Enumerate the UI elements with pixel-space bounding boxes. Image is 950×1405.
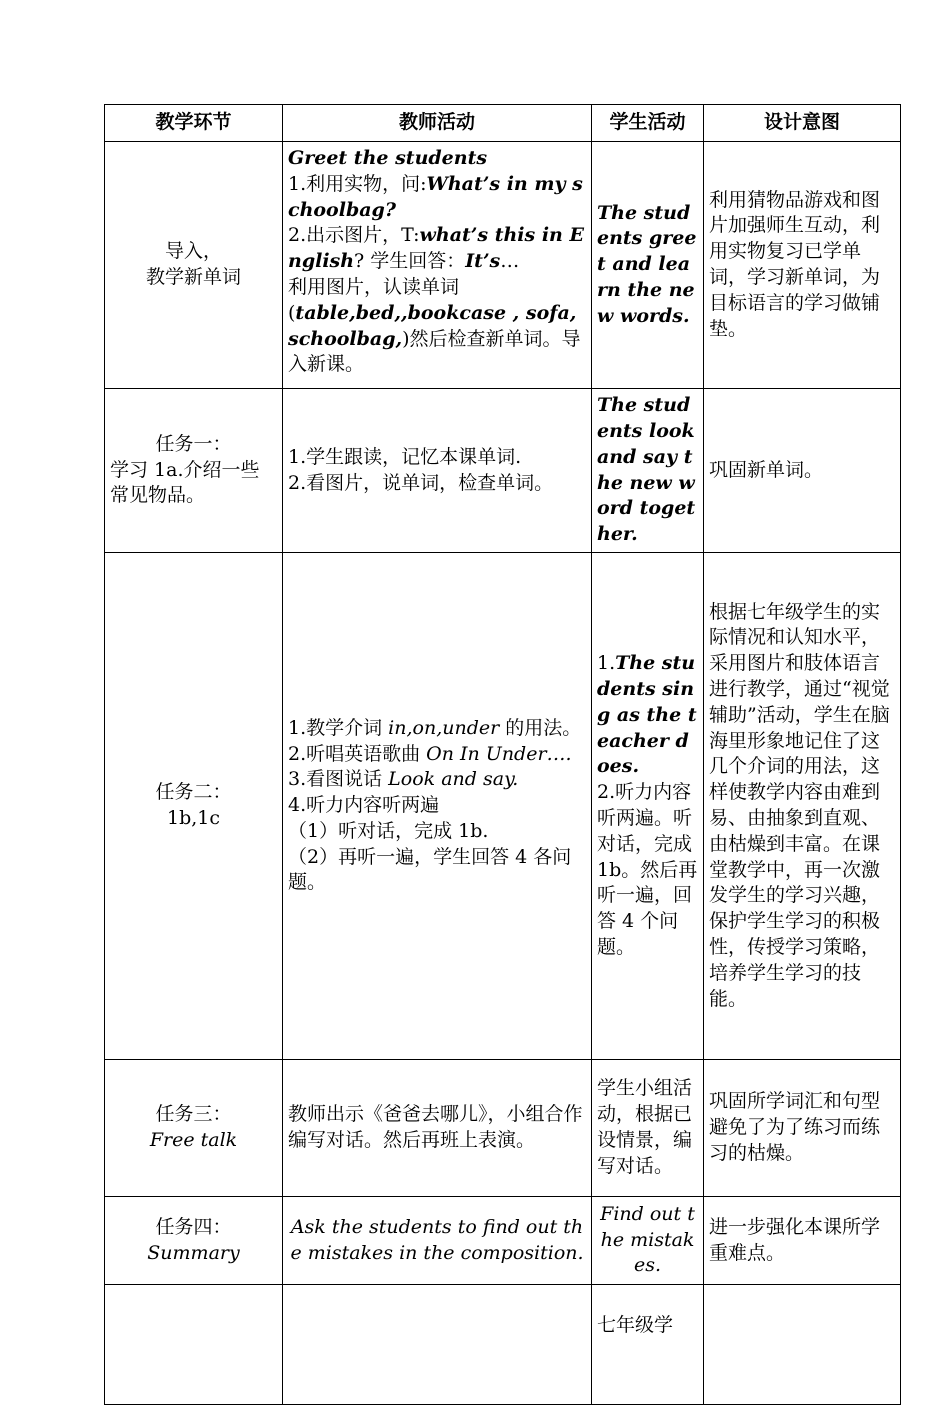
text: 1. [597, 652, 616, 675]
stage-label: 任务二： [155, 781, 232, 804]
text: 1.教学介词 [288, 716, 389, 739]
teacher-activity-line [288, 223, 586, 275]
stage-cell [105, 389, 283, 553]
text: 2.出示图片，T: [288, 224, 420, 247]
text: ( [288, 301, 296, 324]
stage-sublabel: 学习 1a.介绍一些常见物品。 [110, 458, 260, 507]
text-en: It’s [465, 250, 501, 273]
student-activity-line [597, 651, 698, 780]
stage-cell [105, 1060, 283, 1197]
teacher-activity-cell [283, 389, 592, 553]
teacher-activity-line: （1）听对话，完成 1b. [288, 819, 489, 842]
text-en: On In Under…. [426, 742, 572, 765]
stage-sublabel: 教学新单词 [145, 266, 241, 288]
lesson-plan-table [104, 104, 901, 1405]
text-en: in,on,under [388, 716, 500, 739]
teacher-activity-line: 2.看图片，说单词，检查单词。 [288, 471, 554, 494]
text: … [500, 250, 520, 273]
design-intent-cell [704, 1285, 901, 1405]
design-intent-cell: 巩固新单词。 [704, 389, 901, 553]
table-row [105, 1285, 901, 1405]
text: 2.听唱英语歌曲 [288, 742, 427, 765]
student-activity-cell: 学生小组活动，根据已设情景，编写对话。 [592, 1060, 704, 1197]
design-intent-cell: 进一步强化本课所学重难点。 [704, 1197, 901, 1285]
teacher-activity-title: Greet the students [288, 147, 488, 169]
teacher-activity-line [288, 767, 586, 793]
text: ? 学生回答： [354, 250, 466, 273]
header-stage: 教学环节 [105, 105, 283, 142]
header-student-activity: 学生活动 [592, 105, 704, 142]
design-intent-cell: 根据七年级学生的实际情况和认知水平，采用图片和肢体语言进行教学，通过“视觉辅助”活动，学生在脑海里形象地记住了这几个介词的用法，这样使教学内容由难到易、由抽象到直观、由枯燥到丰富。在课堂教学中，再一次激发学生的学习兴趣，保护学生学习的积极性，传授学习策略，培养学生学习的技能。 [704, 553, 901, 1060]
table-row [105, 1060, 901, 1197]
stage-cell [105, 142, 283, 389]
stage-label: 导入， [164, 240, 222, 263]
student-activity-cell: The students look and say the new word together. [592, 389, 704, 553]
teacher-activity-line [288, 742, 586, 768]
stage-label: 任务三： [155, 1103, 232, 1126]
word-list: table,bed,,bookcase , sofa, schoolbag, [288, 301, 577, 350]
student-activity-line: 2.听力内容听两遍。听对话，完成 1b。然后再听一遍，回答 4 个问题。 [597, 781, 698, 958]
teacher-activity-line: 利用图片，认读单词 [288, 275, 460, 298]
text: 1.利用实物，问: [288, 172, 427, 195]
header-teacher-activity: 教师活动 [283, 105, 592, 142]
table-row [105, 389, 901, 553]
teacher-activity-line: 1.学生跟读，记忆本课单词. [288, 445, 522, 468]
table-row [105, 142, 901, 389]
student-activity-cell: The students greet and learn the new words. [592, 142, 704, 389]
text-en: what’s this in English [288, 224, 584, 273]
teacher-activity-line [288, 172, 586, 224]
stage-cell [105, 553, 283, 1060]
text-en: What’s in my schoolbag? [288, 172, 583, 221]
teacher-activity-line: （2）再听一遍，学生回答 4 各问题。 [288, 845, 572, 894]
table-header-row [105, 105, 901, 142]
text: 3.看图说话 [288, 768, 389, 791]
student-activity-cell [592, 553, 704, 1060]
student-activity-cell: Find out the mistakes. [592, 1197, 704, 1285]
teacher-activity-line [288, 716, 586, 742]
stage-label: 任务四： [155, 1215, 232, 1238]
header-design-intent: 设计意图 [704, 105, 901, 142]
teacher-activity-cell: 教师出示《爸爸去哪儿》，小组合作编写对话。然后再班上表演。 [283, 1060, 592, 1197]
stage-label: 任务一： [155, 432, 232, 455]
teacher-activity-cell [283, 1285, 592, 1405]
table-row [105, 553, 901, 1060]
stage-sublabel: 1b,1c [166, 807, 221, 829]
text: 的用法。 [499, 716, 582, 739]
teacher-activity-cell [283, 553, 592, 1060]
stage-cell [105, 1197, 283, 1285]
stage-cell [105, 1285, 283, 1405]
student-activity-cell: 七年级学 [592, 1285, 704, 1405]
teacher-activity-line [288, 301, 586, 378]
teacher-activity-cell [283, 142, 592, 389]
table-row [105, 1197, 901, 1285]
design-intent-cell: 利用猜物品游戏和图片加强师生互动，利用实物复习已学单词，学习新单词，为目标语言的学习做铺垫。 [704, 142, 901, 389]
design-intent-cell: 巩固所学词汇和句型避免了为了练习而练习的枯燥。 [704, 1060, 901, 1197]
teacher-activity-cell: Ask the students to find out the mistakes in the composition. [283, 1197, 592, 1285]
stage-sublabel: Free talk [149, 1129, 238, 1151]
teacher-activity-line: 4.听力内容听两遍 [288, 794, 440, 817]
text: )然后检查新单词。导入新课。 [288, 327, 581, 376]
text-en: Look and say. [388, 768, 519, 791]
stage-sublabel: Summary [147, 1241, 240, 1264]
text-en: The students sing as the teacher does. [597, 652, 697, 778]
